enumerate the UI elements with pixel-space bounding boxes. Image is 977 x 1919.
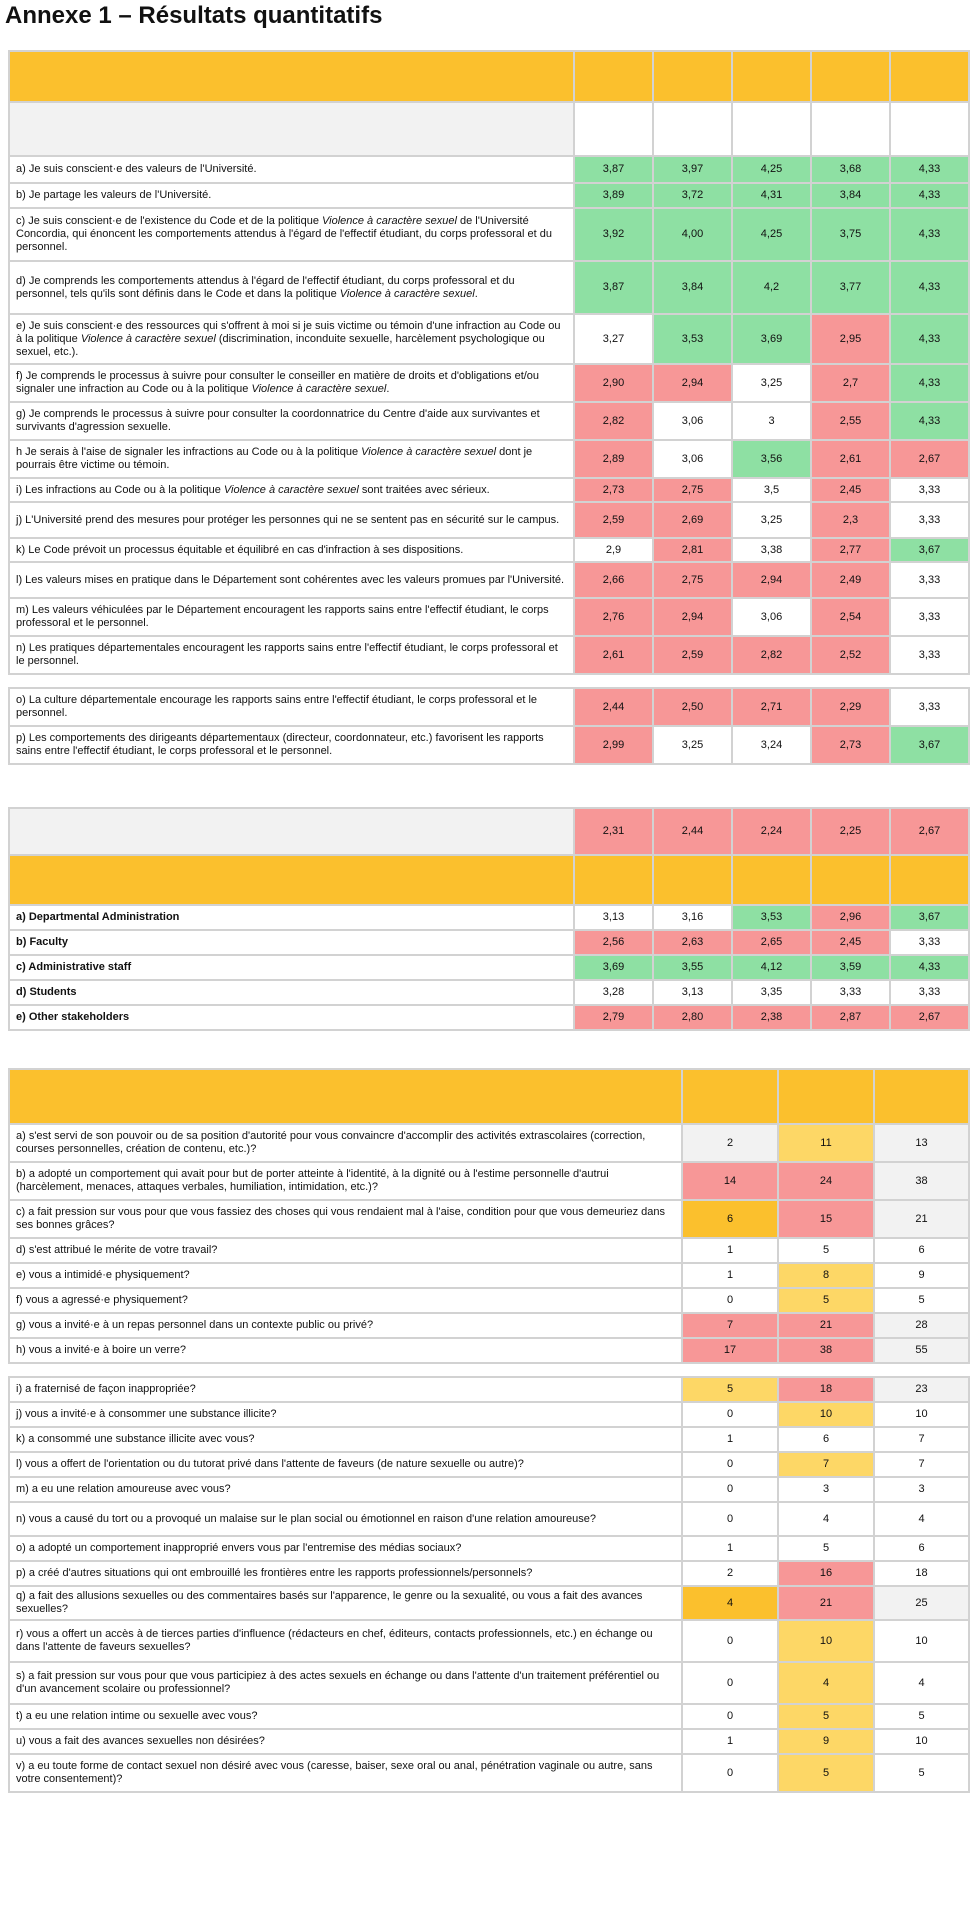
row-label: j) L'Université prend des mesures pour protéger les personnes qui ne se sentent pas en sécurité sur le campus. [9, 502, 574, 538]
statement-row [9, 726, 969, 764]
cell-value: 4,33 [890, 314, 969, 364]
col-corps-professoral [732, 855, 811, 905]
cell-value: 38 [874, 1162, 969, 1200]
cell-value: 1 [682, 1263, 778, 1288]
cell-value: 0 [682, 1402, 778, 1427]
cell-value: 3,56 [732, 440, 811, 478]
cell-value: 4,25 [732, 156, 811, 183]
cell-value: 5 [778, 1704, 874, 1729]
cell-value: 2,79 [574, 1005, 653, 1030]
row-label: q) a fait des allusions sexuelles ou des commentaires basés sur l'apparence, le genre ou la sexualité, ou vous a fait des avances sexuelles? [9, 1586, 682, 1620]
n-etudiant [653, 102, 732, 156]
statement-row [9, 688, 969, 726]
experience-row [9, 1729, 969, 1754]
cell-value: 2,67 [890, 440, 969, 478]
col-personnel-administratif [890, 51, 969, 102]
experience-header-row [9, 1069, 969, 1124]
cell-value: 3,53 [653, 314, 732, 364]
cell-value: 10 [874, 1729, 969, 1754]
row-label: i) a fraternisé de façon inappropriée? [9, 1377, 682, 1402]
cell-value: 2,90 [574, 364, 653, 402]
cell-value: 3,72 [653, 183, 732, 208]
cell-value: 3,87 [574, 261, 653, 314]
cell-value: 3,33 [890, 688, 969, 726]
cell-value: 3,33 [890, 980, 969, 1005]
cell-value: 2,44 [574, 688, 653, 726]
experience-row [9, 1620, 969, 1662]
experience-row [9, 1238, 969, 1263]
cell-value: 2,75 [653, 562, 732, 598]
cell-value: 2,55 [811, 402, 890, 440]
cell-value: 3,97 [653, 156, 732, 183]
spacer-row [9, 1363, 969, 1377]
experience-header [9, 1069, 682, 1124]
statement-row [9, 562, 969, 598]
cell-value: 2,3 [811, 502, 890, 538]
row-label: m) a eu une relation amoureuse avec vous? [9, 1477, 682, 1502]
cell-value: 2,66 [574, 562, 653, 598]
cell-value: 3,13 [653, 980, 732, 1005]
page-title: Annexe 1 – Résultats quantitatifs [5, 2, 383, 29]
experience-row [9, 1452, 969, 1477]
row-label: p) Les comportements des dirigeants départementaux (directeur, coordonnateur, etc.) favorisent les rapports sains entre l'effectif étudiant, le corps professoral et le personnel. [9, 726, 574, 764]
cell-value: 4,25 [732, 208, 811, 261]
cell-value: 2,94 [732, 562, 811, 598]
cell-value: 0 [682, 1704, 778, 1729]
experience-row [9, 1586, 969, 1620]
cell-value: 4,00 [653, 208, 732, 261]
cell-value: 0 [682, 1754, 778, 1792]
cell-value: 25 [874, 1586, 969, 1620]
cell-value: 2,49 [811, 562, 890, 598]
intro-text [9, 102, 574, 156]
stakeholder-row [9, 930, 969, 955]
row-label: e) vous a intimidé·e physiquement? [9, 1263, 682, 1288]
cell-value: 2,81 [653, 538, 732, 562]
cell-value: 21 [874, 1200, 969, 1238]
cell-value: 10 [874, 1620, 969, 1662]
row-label: b) a adopté un comportement qui avait pour but de porter atteinte à l'identité, à la dignité ou à l'estime personnelle d'autrui (harcèlement, menaces, attaques verbales, humiliation, intimidation, etc.)? [9, 1162, 682, 1200]
cell-value: 5 [778, 1754, 874, 1792]
cell-value: 2,80 [653, 1005, 732, 1030]
cell-value: 3,67 [890, 538, 969, 562]
experience-table [8, 1068, 970, 1793]
stakeholder-row [9, 955, 969, 980]
cell-value: 4 [778, 1502, 874, 1536]
cell-value: 23 [874, 1377, 969, 1402]
experience-row [9, 1402, 969, 1427]
experience-row [9, 1162, 969, 1200]
cell-value: 2,25 [811, 808, 890, 855]
cell-value: 3,28 [574, 980, 653, 1005]
n-personnel [890, 102, 969, 156]
cell-value: 3,67 [890, 726, 969, 764]
cell-value: 4,33 [890, 183, 969, 208]
cell-value: 2,67 [890, 1005, 969, 1030]
cell-value: 4 [874, 1502, 969, 1536]
row-label: h) vous a invité·e à boire un verre? [9, 1338, 682, 1363]
row-label: l) Les valeurs mises en pratique dans le Département sont cohérentes avec les valeurs promues par l'Université. [9, 562, 574, 598]
cell-value: 3,69 [574, 955, 653, 980]
col-total-109 [874, 1069, 969, 1124]
cell-value: 3,25 [732, 364, 811, 402]
cell-value: 3 [778, 1477, 874, 1502]
cell-value: 3,25 [732, 502, 811, 538]
cell-value: 0 [682, 1452, 778, 1477]
cell-value: 3,84 [811, 183, 890, 208]
cell-value: 13 [874, 1124, 969, 1162]
n-corps [732, 102, 811, 156]
statement-row [9, 402, 969, 440]
cell-value: 55 [874, 1338, 969, 1363]
cell-value: 3,06 [653, 402, 732, 440]
cell-value: 2,71 [732, 688, 811, 726]
cell-value: 3,67 [890, 905, 969, 930]
cell-value: 2,94 [653, 364, 732, 402]
row-label: r) vous a offert un accès à de tierces parties d'influence (rédacteurs en chef, éditeurs, contacts professionnels, etc.) en échange ou dans l'attente de faveurs sexuelles? [9, 1620, 682, 1662]
cell-value: 4,31 [732, 183, 811, 208]
cell-value: 4 [874, 1662, 969, 1704]
spacer-row [9, 674, 969, 688]
row-label: v) a eu toute forme de contact sexuel non désiré avec vous (caresse, baiser, sexe oral ou anal, pénétration vaginale ou autre, sans votre consentement)? [9, 1754, 682, 1792]
cell-value: 0 [682, 1502, 778, 1536]
row-label: p) a créé d'autres situations qui ont embrouillé les frontières entre les rapports professionnels/personnels? [9, 1561, 682, 1586]
row-label: d) Students [9, 980, 574, 1005]
cell-value: 5 [778, 1288, 874, 1313]
cell-value: 1 [682, 1427, 778, 1452]
cell-value: 6 [778, 1427, 874, 1452]
cell-value: 2,95 [811, 314, 890, 364]
row-label: j) vous a invité·e à consommer une substance illicite? [9, 1402, 682, 1427]
spacer [9, 1363, 969, 1377]
cell-value: 2,67 [890, 808, 969, 855]
cell-value: 2,31 [574, 808, 653, 855]
cell-value: 4,33 [890, 208, 969, 261]
row-label: k) Le Code prévoit un processus équitable et équilibré en cas d'infraction à ses dispositions. [9, 538, 574, 562]
row-label: a) Departmental Administration [9, 905, 574, 930]
cell-value: 8 [778, 1263, 874, 1288]
statement-row [9, 598, 969, 636]
cell-value: 3,87 [574, 156, 653, 183]
cell-value: 7 [874, 1427, 969, 1452]
cell-value: 2,76 [574, 598, 653, 636]
cell-value: 2,56 [574, 930, 653, 955]
row-label: t) a eu une relation intime ou sexuelle avec vous? [9, 1704, 682, 1729]
cell-value: 16 [778, 1561, 874, 1586]
cell-value: 10 [778, 1402, 874, 1427]
cell-value: 28 [874, 1313, 969, 1338]
cell-value: 2,38 [732, 1005, 811, 1030]
cell-value: 0 [682, 1477, 778, 1502]
cell-value: 3,13 [574, 905, 653, 930]
cell-value: 2,63 [653, 930, 732, 955]
cell-value: 2,96 [811, 905, 890, 930]
statement-row [9, 538, 969, 562]
cell-value: 3,84 [653, 261, 732, 314]
cell-value: 2,61 [811, 440, 890, 478]
cell-value: 3,33 [890, 636, 969, 674]
cell-value: 18 [778, 1377, 874, 1402]
cell-value: 14 [682, 1162, 778, 1200]
cell-value: 7 [874, 1452, 969, 1477]
col-etudiant-32 [682, 1069, 778, 1124]
statement-row [9, 261, 969, 314]
experience-row [9, 1124, 969, 1162]
cell-value: 3,59 [811, 955, 890, 980]
cell-value: 6 [874, 1536, 969, 1561]
cell-value: 3,77 [811, 261, 890, 314]
col-etudiant [653, 51, 732, 102]
cell-value: 2,9 [574, 538, 653, 562]
statement-row [9, 478, 969, 502]
statement-row [9, 364, 969, 402]
cell-value: 3,33 [890, 598, 969, 636]
n-total [574, 102, 653, 156]
cell-value: 3,33 [811, 980, 890, 1005]
cell-value: 0 [682, 1620, 778, 1662]
cell-value: 2,82 [732, 636, 811, 674]
cell-value: 3,27 [574, 314, 653, 364]
cell-value: 4 [682, 1586, 778, 1620]
cell-value: 3,75 [811, 208, 890, 261]
cell-value: 2,65 [732, 930, 811, 955]
experience-row [9, 1377, 969, 1402]
row-label: o) a adopté un comportement inapproprié envers vous par l'entremise des médias sociaux? [9, 1536, 682, 1561]
cell-value: 2,52 [811, 636, 890, 674]
cell-value: 3,24 [732, 726, 811, 764]
cell-value: 5 [778, 1536, 874, 1561]
cell-value: 5 [874, 1288, 969, 1313]
climate-table [8, 807, 970, 1031]
cell-value: 4,33 [890, 364, 969, 402]
climate-row [9, 808, 969, 855]
experience-row [9, 1536, 969, 1561]
cell-value: 2,73 [574, 478, 653, 502]
col-ancien-57 [778, 1069, 874, 1124]
statement-row [9, 502, 969, 538]
cell-value: 3,33 [890, 562, 969, 598]
cell-value: 2,45 [811, 478, 890, 502]
cell-value: 5 [682, 1377, 778, 1402]
cell-value: 5 [874, 1754, 969, 1792]
statement-row [9, 183, 969, 208]
cell-value: 3,53 [732, 905, 811, 930]
cell-value: 2,61 [574, 636, 653, 674]
experience-row [9, 1561, 969, 1586]
row-label: k) a consommé une substance illicite avec vous? [9, 1427, 682, 1452]
cell-value: 21 [778, 1313, 874, 1338]
cell-value: 4,33 [890, 261, 969, 314]
cell-value: 3,06 [653, 440, 732, 478]
row-label: c) Je suis conscient·e de l'existence du Code et de la politique Violence à caractère sexuel de l'Université Concordia, qui énoncent les comportements attendus à l'égard de l'effectif étudiant, du corps professoral et du personnel. [9, 208, 574, 261]
cell-value: 2,94 [653, 598, 732, 636]
statement-row [9, 156, 969, 183]
cell-value: 4,33 [890, 156, 969, 183]
stakeholder-row [9, 980, 969, 1005]
cell-value: 3,92 [574, 208, 653, 261]
experience-row [9, 1263, 969, 1288]
row-label: c) Administrative staff [9, 955, 574, 980]
cell-value: 2,59 [653, 636, 732, 674]
cell-value: 6 [682, 1200, 778, 1238]
cell-value: 2,45 [811, 930, 890, 955]
cell-value: 11 [778, 1124, 874, 1162]
experience-row [9, 1338, 969, 1363]
groups-header-row [9, 855, 969, 905]
cell-value: 3,33 [890, 478, 969, 502]
row-label: l) vous a offert de l'orientation ou du tutorat privé dans l'attente de faveurs (de nature sexuelle ou autre)? [9, 1452, 682, 1477]
cell-value: 1 [682, 1729, 778, 1754]
experience-row [9, 1704, 969, 1729]
cell-value: 2,75 [653, 478, 732, 502]
cell-value: 2,24 [732, 808, 811, 855]
statement-row [9, 440, 969, 478]
cell-value: 3,68 [811, 156, 890, 183]
col-corps-professoral [732, 51, 811, 102]
row-label: d) s'est attribué le mérite de votre travail? [9, 1238, 682, 1263]
cell-value: 2,44 [653, 808, 732, 855]
cell-value: 38 [778, 1338, 874, 1363]
col-personnel-administratif [890, 855, 969, 905]
cell-value: 2,50 [653, 688, 732, 726]
cell-value: 3 [732, 402, 811, 440]
cell-value: 3,33 [890, 930, 969, 955]
cell-value: 18 [874, 1561, 969, 1586]
cell-value: 9 [874, 1263, 969, 1288]
row-label: m) Les valeurs véhiculées par le Département encouragent les rapports sains entre l'effectif étudiant, le corps professoral et le personnel. [9, 598, 574, 636]
cell-value: 1 [682, 1536, 778, 1561]
cell-value: 6 [874, 1238, 969, 1263]
row-label: e) Je suis conscient·e des ressources qui s'offrent à moi si je suis victime ou témoin d'une infraction au Code ou à la politique Violence à caractère sexuel (discrimination, inconduite sexuelle, harcèlement psychologique ou sexuel, etc.). [9, 314, 574, 364]
statement-row [9, 314, 969, 364]
cell-value: 17 [682, 1338, 778, 1363]
stakeholder-row [9, 905, 969, 930]
experience-row [9, 1502, 969, 1536]
row-label: h Je serais à l'aise de signaler les infractions au Code ou à la politique Violence à caractère sexuel dont je pourrais être victime ou témoin. [9, 440, 574, 478]
row-label: g) vous a invité·e à un repas personnel dans un contexte public ou privé? [9, 1313, 682, 1338]
cell-value: 2,82 [574, 402, 653, 440]
statement-row [9, 208, 969, 261]
experience-row [9, 1313, 969, 1338]
cell-value: 2,54 [811, 598, 890, 636]
cell-value: 0 [682, 1288, 778, 1313]
cell-value: 4,2 [732, 261, 811, 314]
experience-row [9, 1477, 969, 1502]
cell-value: 2,29 [811, 688, 890, 726]
header-label [9, 51, 574, 102]
cell-value: 3,35 [732, 980, 811, 1005]
row-label: o) La culture départementale encourage les rapports sains entre l'effectif étudiant, le corps professoral et le personnel. [9, 688, 574, 726]
cell-value: 10 [874, 1402, 969, 1427]
cell-value: 9 [778, 1729, 874, 1754]
groups-header [9, 855, 574, 905]
cell-value: 3,16 [653, 905, 732, 930]
row-label: b) Faculty [9, 930, 574, 955]
cell-value: 2,59 [574, 502, 653, 538]
cell-value: 2,89 [574, 440, 653, 478]
cell-value: 1 [682, 1238, 778, 1263]
cell-value: 24 [778, 1162, 874, 1200]
row-label: a) s'est servi de son pouvoir ou de sa position d'autorité pour vous convaincre d'accomplir des activités extrascolaires (correction, courses personnelles, création de contenu, etc.)? [9, 1124, 682, 1162]
row-label: s) a fait pression sur vous pour que vous participiez à des actes sexuels en échange ou dans l'attente d'un traitement préférentiel ou d'un avancement scolaire ou professionnel? [9, 1662, 682, 1704]
row-label: u) vous a fait des avances sexuelles non désirées? [9, 1729, 682, 1754]
experience-row [9, 1200, 969, 1238]
row-label: i) Les infractions au Code ou à la politique Violence à caractère sexuel sont traitées avec sérieux. [9, 478, 574, 502]
col-etudiant [653, 855, 732, 905]
cell-value: 3,25 [653, 726, 732, 764]
experience-row [9, 1662, 969, 1704]
cell-value: 2,73 [811, 726, 890, 764]
spacer [9, 674, 969, 688]
cell-value: 3,89 [574, 183, 653, 208]
row-label: f) vous a agressé·e physiquement? [9, 1288, 682, 1313]
cell-value: 2,87 [811, 1005, 890, 1030]
cell-value: 5 [874, 1704, 969, 1729]
experience-row [9, 1288, 969, 1313]
stakeholder-row [9, 1005, 969, 1030]
statement-row [9, 636, 969, 674]
cell-value: 21 [778, 1586, 874, 1620]
n-ancien [811, 102, 890, 156]
cell-value: 4,33 [890, 402, 969, 440]
intro-row [9, 102, 969, 156]
cell-value: 7 [778, 1452, 874, 1477]
cell-value: 2,77 [811, 538, 890, 562]
cell-value: 2,69 [653, 502, 732, 538]
col-ancien-etudiant [811, 51, 890, 102]
climate-question [9, 808, 574, 855]
agreement-table [8, 50, 970, 765]
cell-value: 3,33 [890, 502, 969, 538]
cell-value: 3,38 [732, 538, 811, 562]
row-label: a) Je suis conscient·e des valeurs de l'Université. [9, 156, 574, 183]
cell-value: 3,69 [732, 314, 811, 364]
cell-value: 7 [682, 1313, 778, 1338]
cell-value: 2,7 [811, 364, 890, 402]
cell-value: 3,06 [732, 598, 811, 636]
col-total [574, 51, 653, 102]
cell-value: 4 [778, 1662, 874, 1704]
cell-value: 3 [874, 1477, 969, 1502]
cell-value: 5 [778, 1238, 874, 1263]
cell-value: 4,12 [732, 955, 811, 980]
agreement-header-row [9, 51, 969, 102]
row-label: n) Les pratiques départementales encouragent les rapports sains entre l'effectif étudiant, le corps professoral et le personnel. [9, 636, 574, 674]
cell-value: 4,33 [890, 955, 969, 980]
row-label: g) Je comprends le processus à suivre pour consulter la coordonnatrice du Centre d'aide aux survivantes et survivants d'agression sexuelle. [9, 402, 574, 440]
cell-value: 10 [778, 1620, 874, 1662]
col-total [574, 855, 653, 905]
cell-value: 2 [682, 1124, 778, 1162]
row-label: c) a fait pression sur vous pour que vous fassiez des choses qui vous rendaient mal à l'aise, condition pour que vous demeuriez dans ses bonnes grâces? [9, 1200, 682, 1238]
cell-value: 15 [778, 1200, 874, 1238]
row-label: n) vous a causé du tort ou a provoqué un malaise sur le plan social ou émotionnel en raison d'une relation amoureuse? [9, 1502, 682, 1536]
row-label: e) Other stakeholders [9, 1005, 574, 1030]
cell-value: 3,55 [653, 955, 732, 980]
row-label: b) Je partage les valeurs de l'Université. [9, 183, 574, 208]
cell-value: 3,5 [732, 478, 811, 502]
row-label: f) Je comprends le processus à suivre pour consulter le conseiller en matière de droits et d'obligations et/ou signaler une infraction au Code ou à la politique Violence à caractère sexuel. [9, 364, 574, 402]
cell-value: 2,99 [574, 726, 653, 764]
col-ancien-etudiant [811, 855, 890, 905]
experience-row [9, 1754, 969, 1792]
experience-row [9, 1427, 969, 1452]
row-label: d) Je comprends les comportements attendus à l'égard de l'effectif étudiant, du corps professoral et du personnel, tels qu'ils sont définis dans le Code et dans la politique Violence à caractère sexuel. [9, 261, 574, 314]
cell-value: 0 [682, 1662, 778, 1704]
cell-value: 2 [682, 1561, 778, 1586]
